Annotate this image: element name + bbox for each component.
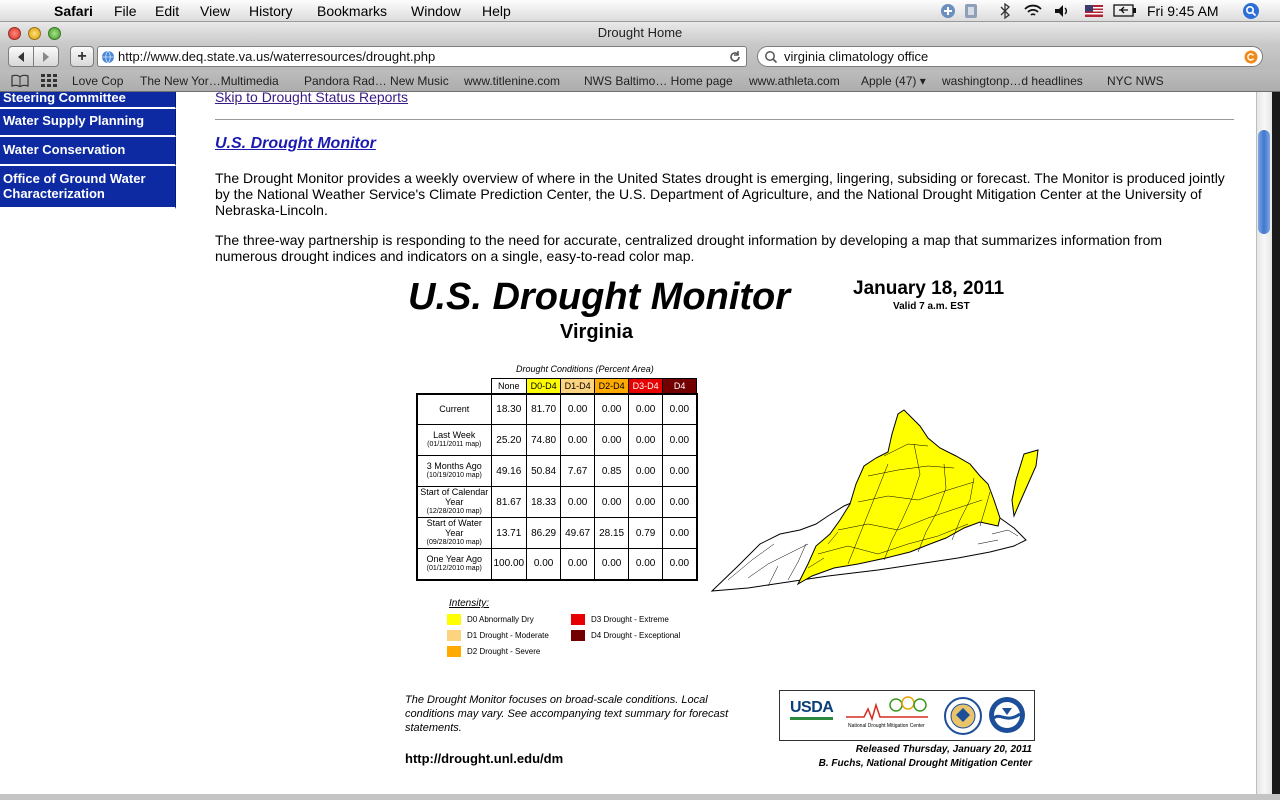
legend-item-d4 bbox=[571, 630, 680, 641]
menu-app-name[interactable]: Safari bbox=[54, 3, 93, 19]
legend-swatch bbox=[571, 630, 585, 641]
top-sites-grid-icon[interactable] bbox=[41, 74, 57, 87]
forward-button[interactable] bbox=[33, 46, 59, 67]
ndmc-tree-icon bbox=[844, 695, 930, 721]
ndmc-name-2: Drought Mitigation Center bbox=[867, 723, 925, 729]
table-cell: 28.15 bbox=[595, 518, 629, 549]
nav-steering-committee[interactable]: Steering Committee bbox=[0, 92, 176, 109]
table-cell: 86.29 bbox=[527, 518, 561, 549]
bookmark-item[interactable]: Apple (47) ▾ bbox=[861, 74, 926, 88]
table-cell: 0.00 bbox=[595, 394, 629, 425]
close-window-icon[interactable] bbox=[8, 27, 21, 40]
drought-monitor-link[interactable]: U.S. Drought Monitor bbox=[215, 135, 376, 152]
address-bar[interactable] bbox=[97, 46, 747, 67]
table-cell: 74.80 bbox=[527, 425, 561, 456]
map-date: January 18, 2011 bbox=[853, 278, 1005, 299]
menu-bar bbox=[0, 0, 1280, 22]
table-cell: 0.00 bbox=[629, 456, 663, 487]
bookmark-item[interactable]: NYC NWS bbox=[1107, 74, 1164, 88]
table-cell: 7.67 bbox=[561, 456, 595, 487]
col-d0-d4: D0-D4 bbox=[527, 379, 561, 394]
table-cell: 81.70 bbox=[527, 394, 561, 425]
table-cell: 0.00 bbox=[561, 487, 595, 518]
menu-history[interactable]: History bbox=[249, 3, 293, 19]
noaa-logo-icon bbox=[988, 696, 1026, 734]
release-author: B. Fuchs, National Drought Mitigation Center bbox=[818, 758, 1032, 769]
side-navigation bbox=[0, 92, 176, 209]
legend-label: D4 Drought - Exceptional bbox=[591, 631, 681, 640]
table-cell: 13.71 bbox=[491, 518, 527, 549]
table-row bbox=[417, 518, 697, 549]
table-cell: 81.67 bbox=[491, 487, 527, 518]
row-label bbox=[417, 518, 491, 549]
table-cell: 0.00 bbox=[629, 394, 663, 425]
us-flag-input-icon[interactable] bbox=[1085, 5, 1103, 17]
table-cell: 18.30 bbox=[491, 394, 527, 425]
row-label-sub: (10/19/2010 map) bbox=[426, 472, 482, 479]
legend-label: D1 Drought - Moderate bbox=[467, 631, 549, 640]
map-title: U.S. Drought Monitor bbox=[408, 276, 791, 318]
table-cell: 0.00 bbox=[663, 394, 697, 425]
table-cell: 49.16 bbox=[491, 456, 527, 487]
menu-bookmarks[interactable]: Bookmarks bbox=[317, 3, 388, 19]
table-row bbox=[417, 394, 697, 425]
menu-edit[interactable]: Edit bbox=[155, 3, 180, 19]
map-eastern-shore bbox=[1012, 450, 1038, 516]
ndmc-name-1: National bbox=[848, 723, 867, 729]
legend-swatch bbox=[447, 646, 461, 657]
table-cell: 25.20 bbox=[491, 425, 527, 456]
col-d1-d4: D1-D4 bbox=[561, 379, 595, 394]
book-icon[interactable] bbox=[11, 74, 29, 87]
row-label bbox=[417, 425, 491, 456]
legend-item-d2 bbox=[447, 646, 540, 657]
skip-to-status-link[interactable]: Skip to Drought Status Reports bbox=[215, 92, 408, 105]
legend-item-d0 bbox=[447, 614, 534, 625]
window-bottom-edge bbox=[0, 794, 1280, 800]
intro-paragraph: The Drought Monitor provides a weekly overview of where in the United States drought is emerging, lingering, subsiding or forecast. The Monitor is produced jointly by the National Weather Service's Climate Prediction Center, the U.S. Department of Agriculture, and the National Drought Mitigation Center at the University of Nebraska-Lincoln. bbox=[215, 170, 1225, 218]
bluetooth-icon[interactable] bbox=[999, 2, 1011, 20]
window-titlebar bbox=[0, 22, 1280, 44]
row-label-text: 3 Months Ago bbox=[426, 461, 482, 471]
table-cell: 0.00 bbox=[663, 456, 697, 487]
table-row bbox=[417, 549, 697, 580]
map-valid-time: Valid 7 a.m. EST bbox=[893, 301, 970, 312]
legend-swatch bbox=[447, 630, 461, 641]
col-none: None bbox=[491, 379, 527, 394]
row-label bbox=[417, 487, 491, 518]
table-cell: 0.85 bbox=[595, 456, 629, 487]
zoom-window-icon[interactable] bbox=[48, 27, 61, 40]
table-row bbox=[417, 456, 697, 487]
table-cell: 0.00 bbox=[595, 487, 629, 518]
bookmark-item[interactable]: Love Cop bbox=[72, 74, 124, 88]
scrollbar-thumb[interactable] bbox=[1258, 130, 1270, 234]
add-bookmark-button[interactable]: + bbox=[70, 46, 94, 67]
nav-water-supply-planning[interactable]: Water Supply Planning bbox=[0, 109, 176, 137]
back-arrow-icon bbox=[15, 51, 27, 63]
col-d4: D4 bbox=[663, 379, 697, 394]
map-state-name: Virginia bbox=[560, 321, 633, 343]
table-cell: 0.00 bbox=[527, 549, 561, 580]
spotlight-icon[interactable] bbox=[1242, 2, 1260, 20]
timemachine-icon[interactable] bbox=[962, 2, 980, 20]
legend-item-d1 bbox=[447, 630, 549, 641]
commerce-seal-icon bbox=[944, 697, 982, 735]
battery-icon[interactable] bbox=[1113, 4, 1137, 18]
menu-window[interactable]: Window bbox=[411, 3, 461, 19]
globe-icon bbox=[101, 50, 115, 64]
table-header-row bbox=[417, 379, 697, 394]
row-label-sub: (09/28/2010 map) bbox=[426, 539, 482, 546]
bookmark-item[interactable]: The New Yor…Multimedia bbox=[140, 74, 279, 88]
row-label-text: Start of Water Year bbox=[426, 518, 482, 538]
reload-icon[interactable] bbox=[728, 50, 742, 64]
forward-arrow-icon bbox=[40, 51, 52, 63]
row-label bbox=[417, 549, 491, 580]
release-info bbox=[700, 743, 1032, 771]
row-label-text: Start of Calendar Year bbox=[420, 487, 489, 507]
snapback-icon[interactable] bbox=[1244, 50, 1258, 64]
partnership-paragraph: The three-way partnership is responding to the need for accurate, centralized drought information by developing a map that summarizes information from numerous drought indices and indicators on a single, easy-to-read color map. bbox=[215, 232, 1163, 264]
table-caption: Drought Conditions (Percent Area) bbox=[516, 364, 654, 374]
legend-item-d3 bbox=[571, 614, 669, 625]
menu-view[interactable]: View bbox=[200, 3, 231, 19]
nav-water-conservation[interactable]: Water Conservation bbox=[0, 137, 176, 166]
row-label bbox=[417, 394, 491, 425]
menu-file[interactable]: File bbox=[114, 3, 137, 19]
table-cell: 0.00 bbox=[629, 549, 663, 580]
web-content bbox=[0, 92, 1256, 794]
legend-title: Intensity: bbox=[449, 598, 490, 609]
nav-ground-water-characterization[interactable]: Office of Ground Water Characterization bbox=[0, 166, 176, 209]
address-text: http://www.deq.state.va.us/waterresources/drought.php bbox=[118, 49, 436, 64]
volume-icon[interactable] bbox=[1053, 2, 1071, 20]
bookmarks-bar bbox=[0, 70, 1280, 92]
table-cell: 0.00 bbox=[663, 549, 697, 580]
back-button[interactable] bbox=[8, 46, 34, 67]
drought-monitor-url: http://drought.unl.edu/dm bbox=[405, 751, 564, 766]
col-d3-d4: D3-D4 bbox=[629, 379, 663, 394]
bookmark-item[interactable]: www.athleta.com bbox=[749, 74, 840, 88]
row-label-text: Current bbox=[439, 404, 470, 415]
legend-swatch bbox=[447, 614, 461, 625]
table-row bbox=[417, 487, 697, 518]
drought-conditions-table bbox=[416, 378, 698, 581]
row-label-sub: (12/28/2010 map) bbox=[426, 508, 482, 515]
table-cell: 0.00 bbox=[561, 425, 595, 456]
table-cell: 0.00 bbox=[561, 549, 595, 580]
row-label-sub: (01/11/2011 map) bbox=[427, 441, 482, 448]
row-label-text: One Year Ago bbox=[426, 553, 483, 564]
legend-label: D0 Abnormally Dry bbox=[467, 615, 534, 624]
col-d2-d4: D2-D4 bbox=[595, 379, 629, 394]
row-label-text: Last Week bbox=[433, 430, 476, 440]
table-cell: 0.00 bbox=[595, 425, 629, 456]
search-text: virginia climatology office bbox=[784, 49, 929, 64]
search-icon bbox=[764, 50, 780, 64]
sync-status-icon[interactable] bbox=[939, 2, 957, 20]
wifi-icon[interactable] bbox=[1023, 2, 1043, 20]
table-cell: 0.00 bbox=[663, 518, 697, 549]
row-label-sub: (01/12/2010 map) bbox=[426, 564, 482, 572]
divider bbox=[215, 119, 1234, 120]
map-disclaimer: The Drought Monitor focuses on broad-scale conditions. Local conditions may vary. See accompanying text summary for forecast statements. bbox=[405, 694, 729, 734]
bookmark-item[interactable]: NWS Baltimo… Home page bbox=[584, 74, 733, 88]
table-cell: 0.00 bbox=[663, 487, 697, 518]
menubar-clock[interactable]: Fri 9:45 AM bbox=[1147, 3, 1219, 19]
table-corner bbox=[417, 379, 491, 394]
bookmark-item[interactable]: Pandora Rad… New Music bbox=[304, 74, 449, 88]
bookmark-item[interactable]: www.titlenine.com bbox=[464, 74, 561, 88]
usda-logo: USDA bbox=[790, 699, 833, 720]
ndmc-logo bbox=[844, 695, 930, 737]
minimize-window-icon[interactable] bbox=[28, 27, 41, 40]
window-title: Drought Home bbox=[597, 25, 683, 40]
table-cell: 100.00 bbox=[491, 549, 527, 580]
virginia-drought-map bbox=[708, 404, 1043, 596]
partner-logos bbox=[779, 690, 1035, 741]
search-field[interactable] bbox=[757, 46, 1263, 67]
table-row bbox=[417, 425, 697, 456]
table-cell: 18.33 bbox=[527, 487, 561, 518]
table-cell: 49.67 bbox=[561, 518, 595, 549]
table-cell: 0.00 bbox=[629, 487, 663, 518]
table-cell: 0.00 bbox=[561, 394, 595, 425]
menu-help[interactable]: Help bbox=[482, 3, 511, 19]
table-cell: 0.00 bbox=[595, 549, 629, 580]
table-cell: 0.79 bbox=[629, 518, 663, 549]
table-cell: 50.84 bbox=[527, 456, 561, 487]
legend-label: D3 Drought - Extreme bbox=[591, 615, 669, 624]
table-cell: 0.00 bbox=[663, 425, 697, 456]
table-cell: 0.00 bbox=[629, 425, 663, 456]
legend-label: D2 Drought - Severe bbox=[467, 647, 541, 656]
release-date: Released Thursday, January 20, 2011 bbox=[855, 744, 1032, 755]
row-label bbox=[417, 456, 491, 487]
legend-swatch bbox=[571, 614, 585, 625]
bookmark-item[interactable]: washingtonp…d headlines bbox=[942, 74, 1083, 88]
browser-toolbar bbox=[0, 44, 1280, 70]
